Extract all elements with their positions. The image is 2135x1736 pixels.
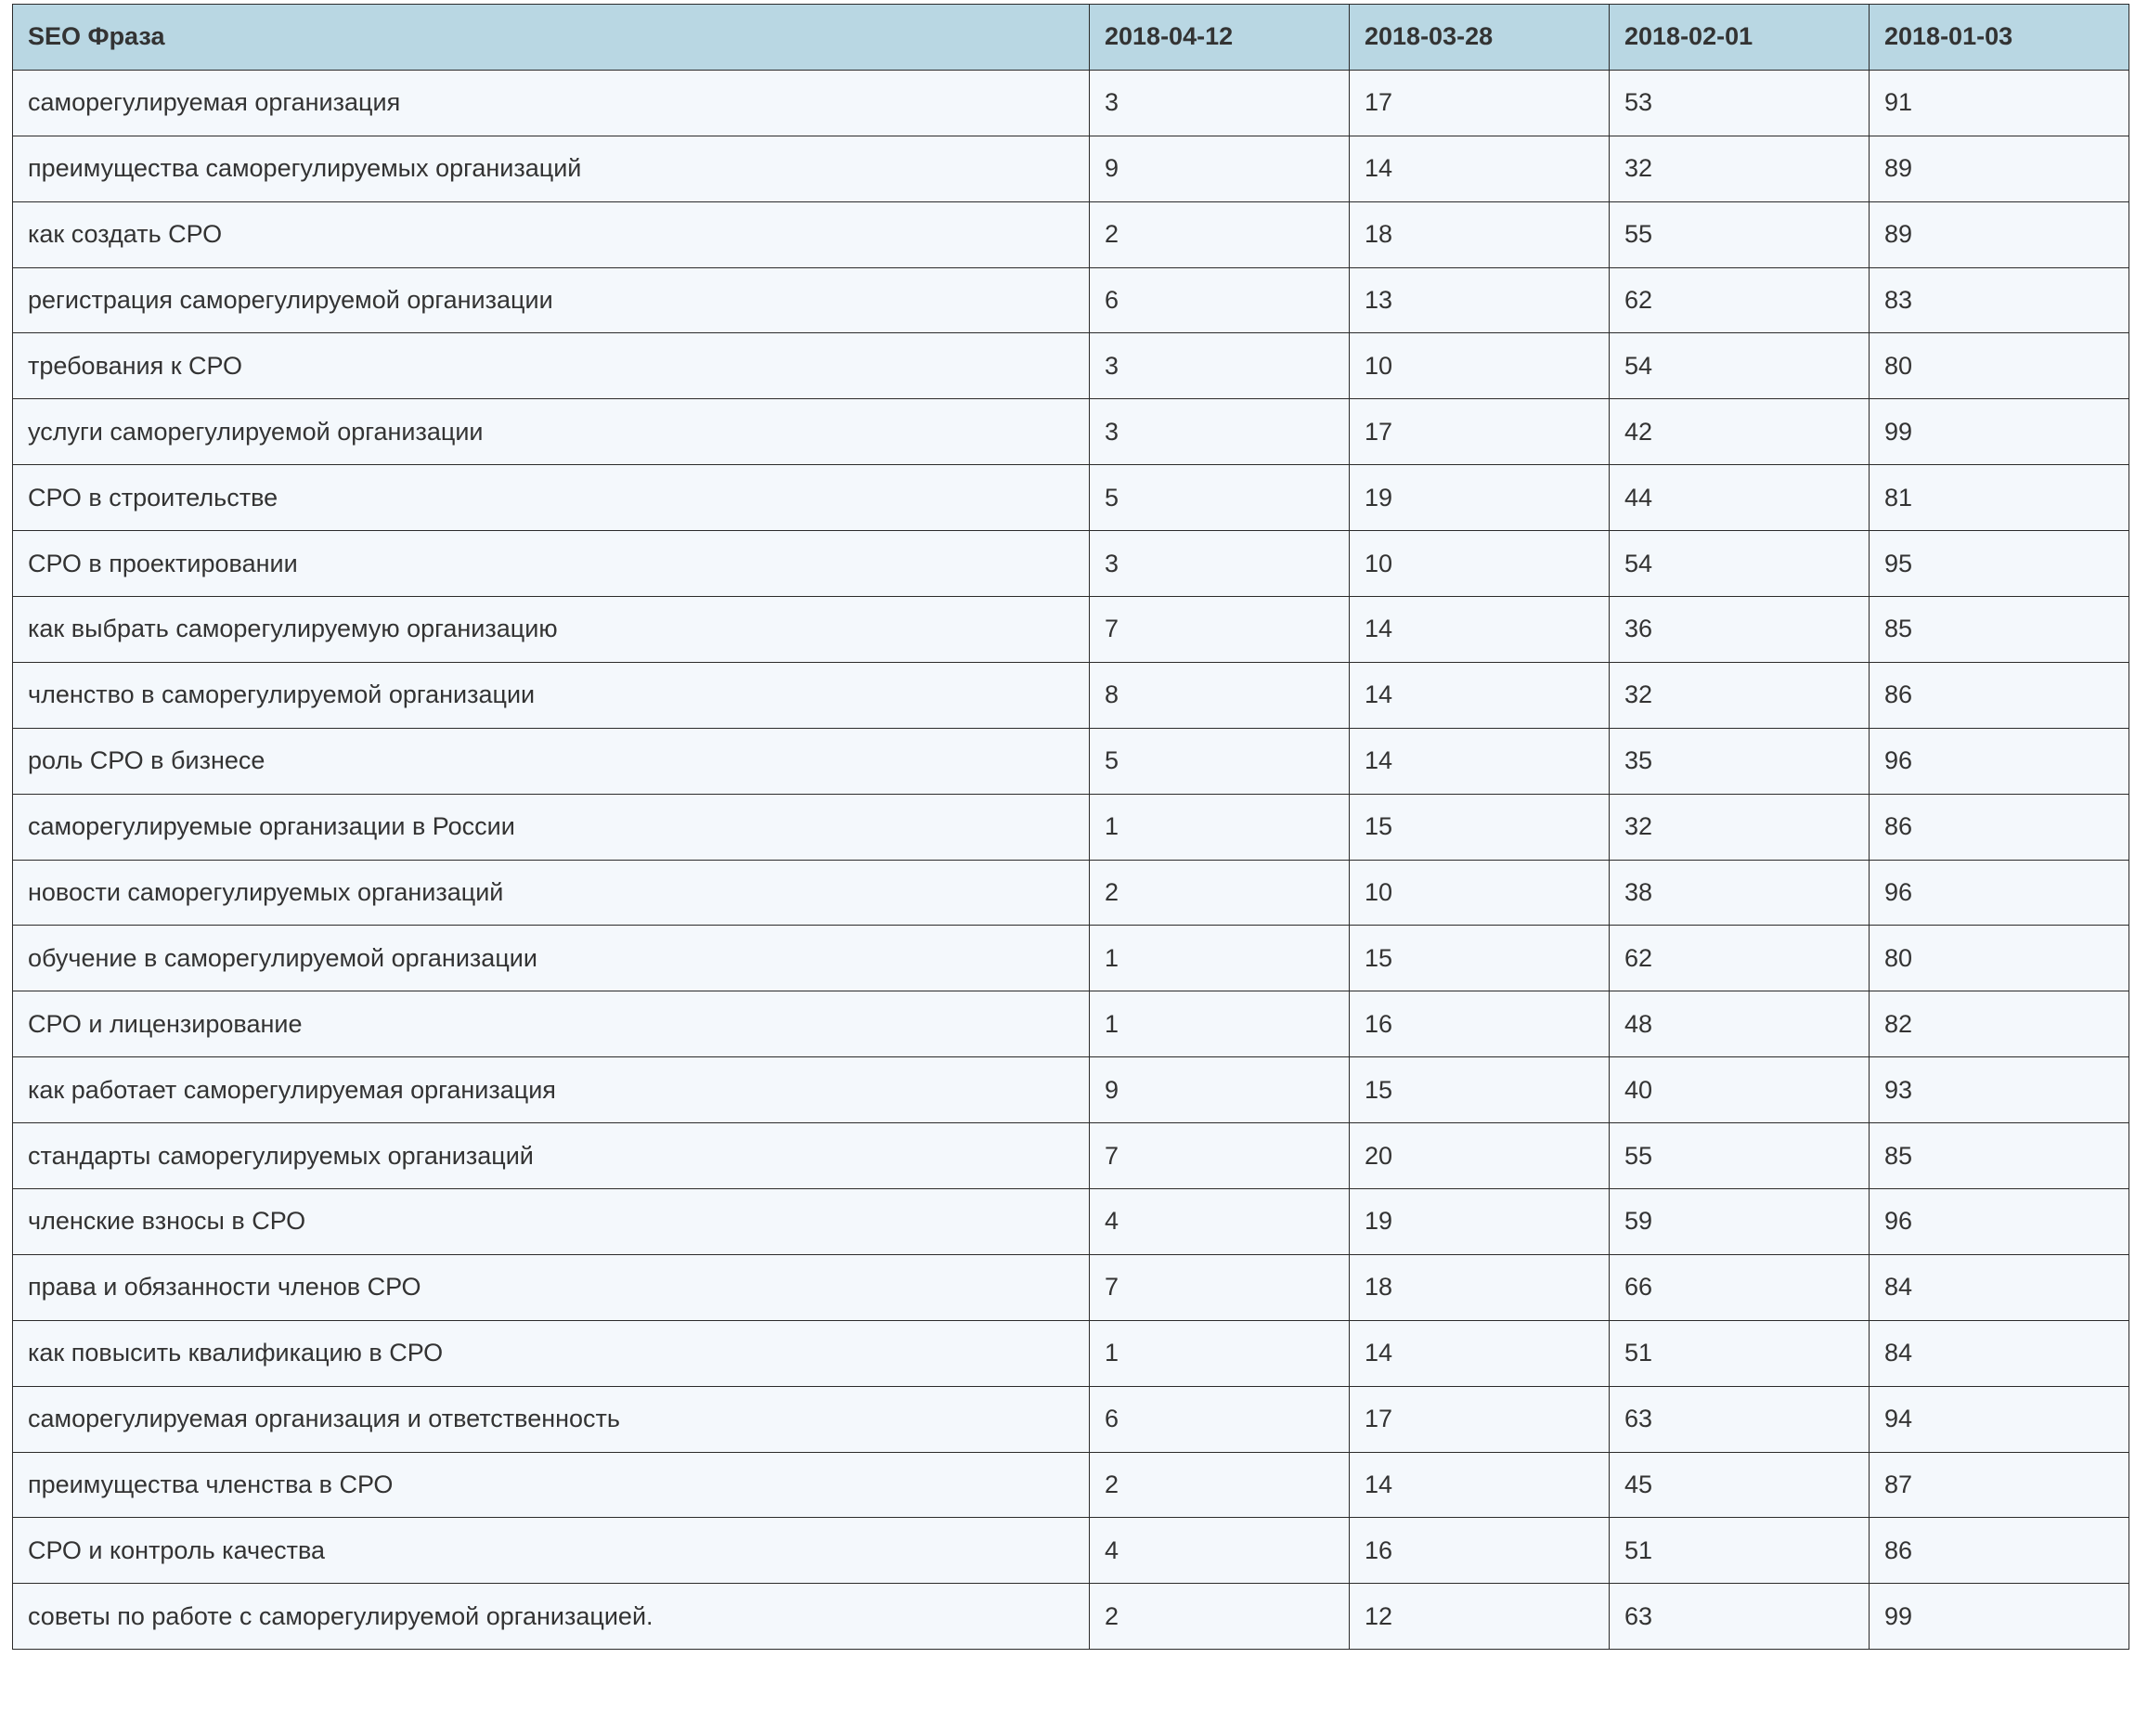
cell-seo-phrase: как выбрать саморегулируемую организацию: [13, 597, 1090, 663]
cell-position-value: 2: [1090, 1452, 1350, 1518]
cell-position-value: 45: [1610, 1452, 1870, 1518]
cell-position-value: 54: [1610, 531, 1870, 597]
table-row: [13, 1189, 2129, 1255]
cell-position-value: 15: [1350, 1057, 1610, 1123]
cell-position-value: 12: [1350, 1584, 1610, 1650]
cell-seo-phrase: членские взносы в СРО: [13, 1189, 1090, 1255]
table-row: [13, 1320, 2129, 1386]
table-row: [13, 201, 2129, 267]
cell-position-value: 91: [1870, 70, 2129, 136]
table-row: [13, 70, 2129, 136]
cell-seo-phrase: саморегулируемые организации в России: [13, 794, 1090, 860]
table-header: [13, 5, 2129, 71]
cell-seo-phrase: саморегулируемая организация: [13, 70, 1090, 136]
cell-position-value: 16: [1350, 991, 1610, 1057]
cell-position-value: 14: [1350, 597, 1610, 663]
header-date-3: 2018-02-01: [1610, 5, 1870, 71]
cell-position-value: 32: [1610, 794, 1870, 860]
cell-position-value: 10: [1350, 333, 1610, 399]
cell-position-value: 86: [1870, 1518, 2129, 1584]
cell-seo-phrase: требования к СРО: [13, 333, 1090, 399]
table-row: [13, 662, 2129, 728]
cell-position-value: 96: [1870, 728, 2129, 794]
cell-position-value: 63: [1610, 1386, 1870, 1452]
cell-position-value: 5: [1090, 728, 1350, 794]
cell-position-value: 81: [1870, 465, 2129, 531]
cell-position-value: 14: [1350, 728, 1610, 794]
table-row: [13, 1123, 2129, 1189]
cell-seo-phrase: стандарты саморегулируемых организаций: [13, 1123, 1090, 1189]
table-row: [13, 1518, 2129, 1584]
cell-position-value: 16: [1350, 1518, 1610, 1584]
cell-position-value: 14: [1350, 1320, 1610, 1386]
cell-position-value: 17: [1350, 399, 1610, 465]
cell-seo-phrase: саморегулируемая организация и ответственность: [13, 1386, 1090, 1452]
cell-position-value: 6: [1090, 267, 1350, 333]
cell-seo-phrase: права и обязанности членов СРО: [13, 1254, 1090, 1320]
cell-position-value: 82: [1870, 991, 2129, 1057]
cell-seo-phrase: советы по работе с саморегулируемой организацией.: [13, 1584, 1090, 1650]
cell-position-value: 99: [1870, 399, 2129, 465]
cell-position-value: 3: [1090, 531, 1350, 597]
cell-position-value: 3: [1090, 399, 1350, 465]
table-row: [13, 728, 2129, 794]
header-row: [13, 5, 2129, 71]
table-row: [13, 333, 2129, 399]
table-row: [13, 1057, 2129, 1123]
cell-position-value: 9: [1090, 136, 1350, 201]
cell-position-value: 18: [1350, 201, 1610, 267]
cell-position-value: 3: [1090, 70, 1350, 136]
cell-position-value: 86: [1870, 794, 2129, 860]
cell-position-value: 83: [1870, 267, 2129, 333]
cell-position-value: 95: [1870, 531, 2129, 597]
cell-position-value: 62: [1610, 267, 1870, 333]
cell-seo-phrase: преимущества членства в СРО: [13, 1452, 1090, 1518]
cell-seo-phrase: преимущества саморегулируемых организаций: [13, 136, 1090, 201]
cell-position-value: 99: [1870, 1584, 2129, 1650]
header-date-1: 2018-04-12: [1090, 5, 1350, 71]
cell-position-value: 66: [1610, 1254, 1870, 1320]
cell-position-value: 53: [1610, 70, 1870, 136]
cell-position-value: 4: [1090, 1189, 1350, 1255]
table-row: [13, 1254, 2129, 1320]
cell-position-value: 2: [1090, 860, 1350, 926]
cell-position-value: 51: [1610, 1320, 1870, 1386]
cell-position-value: 14: [1350, 1452, 1610, 1518]
cell-position-value: 6: [1090, 1386, 1350, 1452]
cell-position-value: 7: [1090, 1123, 1350, 1189]
cell-position-value: 54: [1610, 333, 1870, 399]
cell-seo-phrase: услуги саморегулируемой организации: [13, 399, 1090, 465]
cell-position-value: 93: [1870, 1057, 2129, 1123]
cell-seo-phrase: членство в саморегулируемой организации: [13, 662, 1090, 728]
table-row: [13, 1386, 2129, 1452]
cell-position-value: 85: [1870, 1123, 2129, 1189]
cell-position-value: 63: [1610, 1584, 1870, 1650]
seo-rankings-table: [12, 4, 2129, 1650]
cell-position-value: 17: [1350, 70, 1610, 136]
cell-position-value: 96: [1870, 860, 2129, 926]
cell-position-value: 80: [1870, 333, 2129, 399]
cell-position-value: 89: [1870, 136, 2129, 201]
cell-position-value: 7: [1090, 1254, 1350, 1320]
cell-seo-phrase: новости саморегулируемых организаций: [13, 860, 1090, 926]
cell-position-value: 10: [1350, 531, 1610, 597]
table-row: [13, 465, 2129, 531]
table-row: [13, 991, 2129, 1057]
cell-position-value: 1: [1090, 991, 1350, 1057]
cell-seo-phrase: как создать СРО: [13, 201, 1090, 267]
cell-position-value: 42: [1610, 399, 1870, 465]
cell-position-value: 4: [1090, 1518, 1350, 1584]
cell-position-value: 44: [1610, 465, 1870, 531]
cell-position-value: 85: [1870, 597, 2129, 663]
cell-position-value: 19: [1350, 1189, 1610, 1255]
cell-position-value: 1: [1090, 794, 1350, 860]
cell-seo-phrase: как работает саморегулируемая организация: [13, 1057, 1090, 1123]
table-row: [13, 531, 2129, 597]
cell-position-value: 15: [1350, 794, 1610, 860]
cell-seo-phrase: СРО в строительстве: [13, 465, 1090, 531]
cell-position-value: 7: [1090, 597, 1350, 663]
cell-position-value: 86: [1870, 662, 2129, 728]
cell-position-value: 19: [1350, 465, 1610, 531]
cell-position-value: 14: [1350, 662, 1610, 728]
cell-position-value: 55: [1610, 201, 1870, 267]
table-row: [13, 136, 2129, 201]
cell-position-value: 9: [1090, 1057, 1350, 1123]
cell-position-value: 84: [1870, 1320, 2129, 1386]
cell-position-value: 3: [1090, 333, 1350, 399]
cell-position-value: 1: [1090, 1320, 1350, 1386]
table-row: [13, 399, 2129, 465]
cell-position-value: 1: [1090, 926, 1350, 991]
table-row: [13, 926, 2129, 991]
cell-seo-phrase: СРО и лицензирование: [13, 991, 1090, 1057]
cell-position-value: 8: [1090, 662, 1350, 728]
cell-seo-phrase: обучение в саморегулируемой организации: [13, 926, 1090, 991]
cell-position-value: 96: [1870, 1189, 2129, 1255]
cell-position-value: 38: [1610, 860, 1870, 926]
cell-position-value: 80: [1870, 926, 2129, 991]
header-date-2: 2018-03-28: [1350, 5, 1610, 71]
cell-position-value: 2: [1090, 1584, 1350, 1650]
cell-seo-phrase: роль СРО в бизнесе: [13, 728, 1090, 794]
cell-position-value: 51: [1610, 1518, 1870, 1584]
cell-position-value: 20: [1350, 1123, 1610, 1189]
cell-position-value: 87: [1870, 1452, 2129, 1518]
table-row: [13, 1584, 2129, 1650]
header-seo-phrase: SEO Фраза: [13, 5, 1090, 71]
table-row: [13, 860, 2129, 926]
table-row: [13, 267, 2129, 333]
cell-position-value: 17: [1350, 1386, 1610, 1452]
cell-position-value: 5: [1090, 465, 1350, 531]
cell-position-value: 48: [1610, 991, 1870, 1057]
seo-rankings-table-container: [12, 4, 2129, 1650]
cell-position-value: 14: [1350, 136, 1610, 201]
cell-position-value: 2: [1090, 201, 1350, 267]
cell-position-value: 36: [1610, 597, 1870, 663]
cell-seo-phrase: как повысить квалификацию в СРО: [13, 1320, 1090, 1386]
table-body: [13, 70, 2129, 1649]
cell-position-value: 89: [1870, 201, 2129, 267]
cell-position-value: 15: [1350, 926, 1610, 991]
cell-position-value: 32: [1610, 136, 1870, 201]
table-row: [13, 1452, 2129, 1518]
cell-position-value: 84: [1870, 1254, 2129, 1320]
cell-position-value: 40: [1610, 1057, 1870, 1123]
header-date-4: 2018-01-03: [1870, 5, 2129, 71]
cell-position-value: 94: [1870, 1386, 2129, 1452]
table-row: [13, 597, 2129, 663]
cell-seo-phrase: регистрация саморегулируемой организации: [13, 267, 1090, 333]
cell-position-value: 62: [1610, 926, 1870, 991]
cell-position-value: 35: [1610, 728, 1870, 794]
cell-position-value: 32: [1610, 662, 1870, 728]
table-row: [13, 794, 2129, 860]
cell-position-value: 59: [1610, 1189, 1870, 1255]
cell-seo-phrase: СРО в проектировании: [13, 531, 1090, 597]
cell-position-value: 13: [1350, 267, 1610, 333]
cell-position-value: 10: [1350, 860, 1610, 926]
cell-position-value: 55: [1610, 1123, 1870, 1189]
cell-position-value: 18: [1350, 1254, 1610, 1320]
cell-seo-phrase: СРО и контроль качества: [13, 1518, 1090, 1584]
